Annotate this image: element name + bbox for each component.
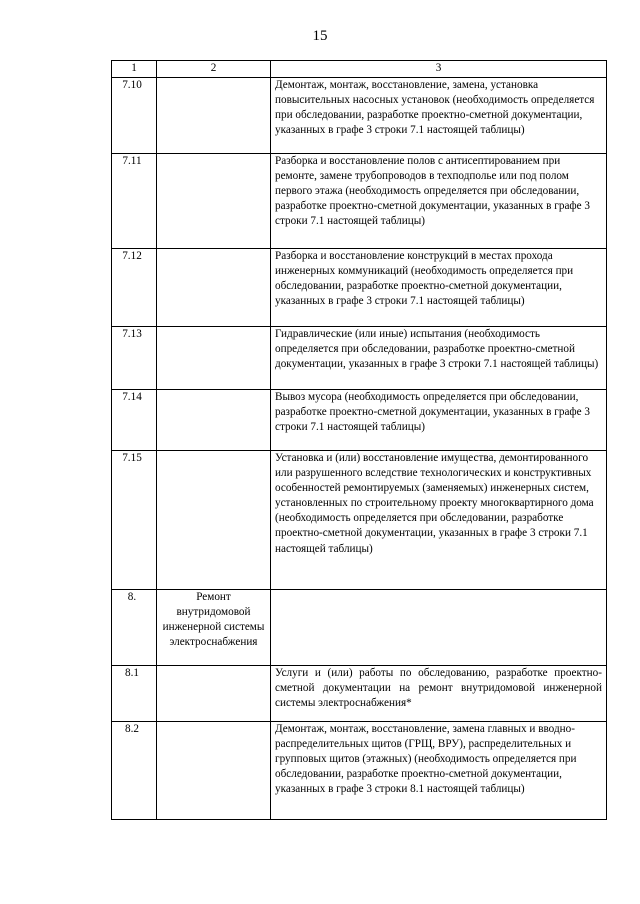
row-number: 7.13 — [112, 327, 157, 390]
section-name: Ремонт внутридомовой инженерной системы электроснабжения — [157, 590, 271, 666]
table-header-row — [112, 61, 607, 78]
section-name — [157, 722, 271, 820]
section-name — [157, 154, 271, 249]
table-row — [112, 249, 607, 327]
table-row — [112, 590, 607, 666]
page-number: 15 — [312, 28, 328, 44]
section-name — [157, 451, 271, 590]
table-row — [112, 666, 607, 722]
row-number: 8.2 — [112, 722, 157, 820]
row-number: 7.11 — [112, 154, 157, 249]
table-row — [112, 390, 607, 451]
header-col-1: 1 — [112, 61, 157, 78]
row-number: 7.14 — [112, 390, 157, 451]
work-description: Разборка и восстановление полов с антисептированием при ремонте, замене трубопроводов в техподполье или под полом первого этажа (необходимость определяется при обследовании, разработке проектно-сметной документации, указанных в графе 3 строки 7.1 настоящей таблицы) — [271, 154, 607, 249]
header-col-3: 3 — [271, 61, 607, 78]
work-description: Услуги и (или) работы по обследованию, разработке проектно-сметной документации на ремонт внутридомовой инженерной системы электроснабжения* — [271, 666, 607, 722]
section-name — [157, 78, 271, 154]
section-name — [157, 327, 271, 390]
row-number: 8.1 — [112, 666, 157, 722]
table-row — [112, 78, 607, 154]
section-name — [157, 666, 271, 722]
work-description: Разборка и восстановление конструкций в местах прохода инженерных коммуникаций (необходимость определяется при обследовании, разработке проектно-сметной документации, указанных в графе 3 строки 7.1 настоящей таблицы) — [271, 249, 607, 327]
section-name — [157, 249, 271, 327]
work-list-table — [111, 60, 607, 820]
table-row — [112, 154, 607, 249]
row-number: 8. — [112, 590, 157, 666]
section-name — [157, 390, 271, 451]
work-description: Демонтаж, монтаж, восстановление, замена, установка повысительных насосных установок (необходимость определяется при обследовании, разработке проектно-сметной документации, указанных в графе 3 строки 7.1 настоящей таблицы) — [271, 78, 607, 154]
row-number: 7.12 — [112, 249, 157, 327]
work-description — [271, 590, 607, 666]
work-description: Демонтаж, монтаж, восстановление, замена главных и вводно-распределительных щитов (ГРЩ, ВРУ), распределительных и групповых щитов (этажных) (необходимость определяется при обследовании, разработке проектно-сметной документации, указанных в графе 3 строки 8.1 настоящей таблицы) — [271, 722, 607, 820]
table-row — [112, 451, 607, 590]
table-row — [112, 327, 607, 390]
work-description: Гидравлические (или иные) испытания (необходимость определяется при обследовании, разработке проектно-сметной документации, указанных в графе 3 строки 7.1 настоящей таблицы) — [271, 327, 607, 390]
work-description: Вывоз мусора (необходимость определяется при обследовании, разработке проектно-сметной документации, указанных в графе 3 строки 7.1 настоящей таблицы) — [271, 390, 607, 451]
row-number: 7.10 — [112, 78, 157, 154]
row-number: 7.15 — [112, 451, 157, 590]
header-col-2: 2 — [157, 61, 271, 78]
work-description: Установка и (или) восстановление имущества, демонтированного или разрушенного вследствие технологических и конструктивных особенностей ремонтируемых (заменяемых) инженерных систем, установленных по строительному проекту многоквартирного дома (необходимость определяется при обследовании, разработке проектно-сметной документации, указанных в графе 3 строки 7.1 настоящей таблицы) — [271, 451, 607, 590]
table-row — [112, 722, 607, 820]
